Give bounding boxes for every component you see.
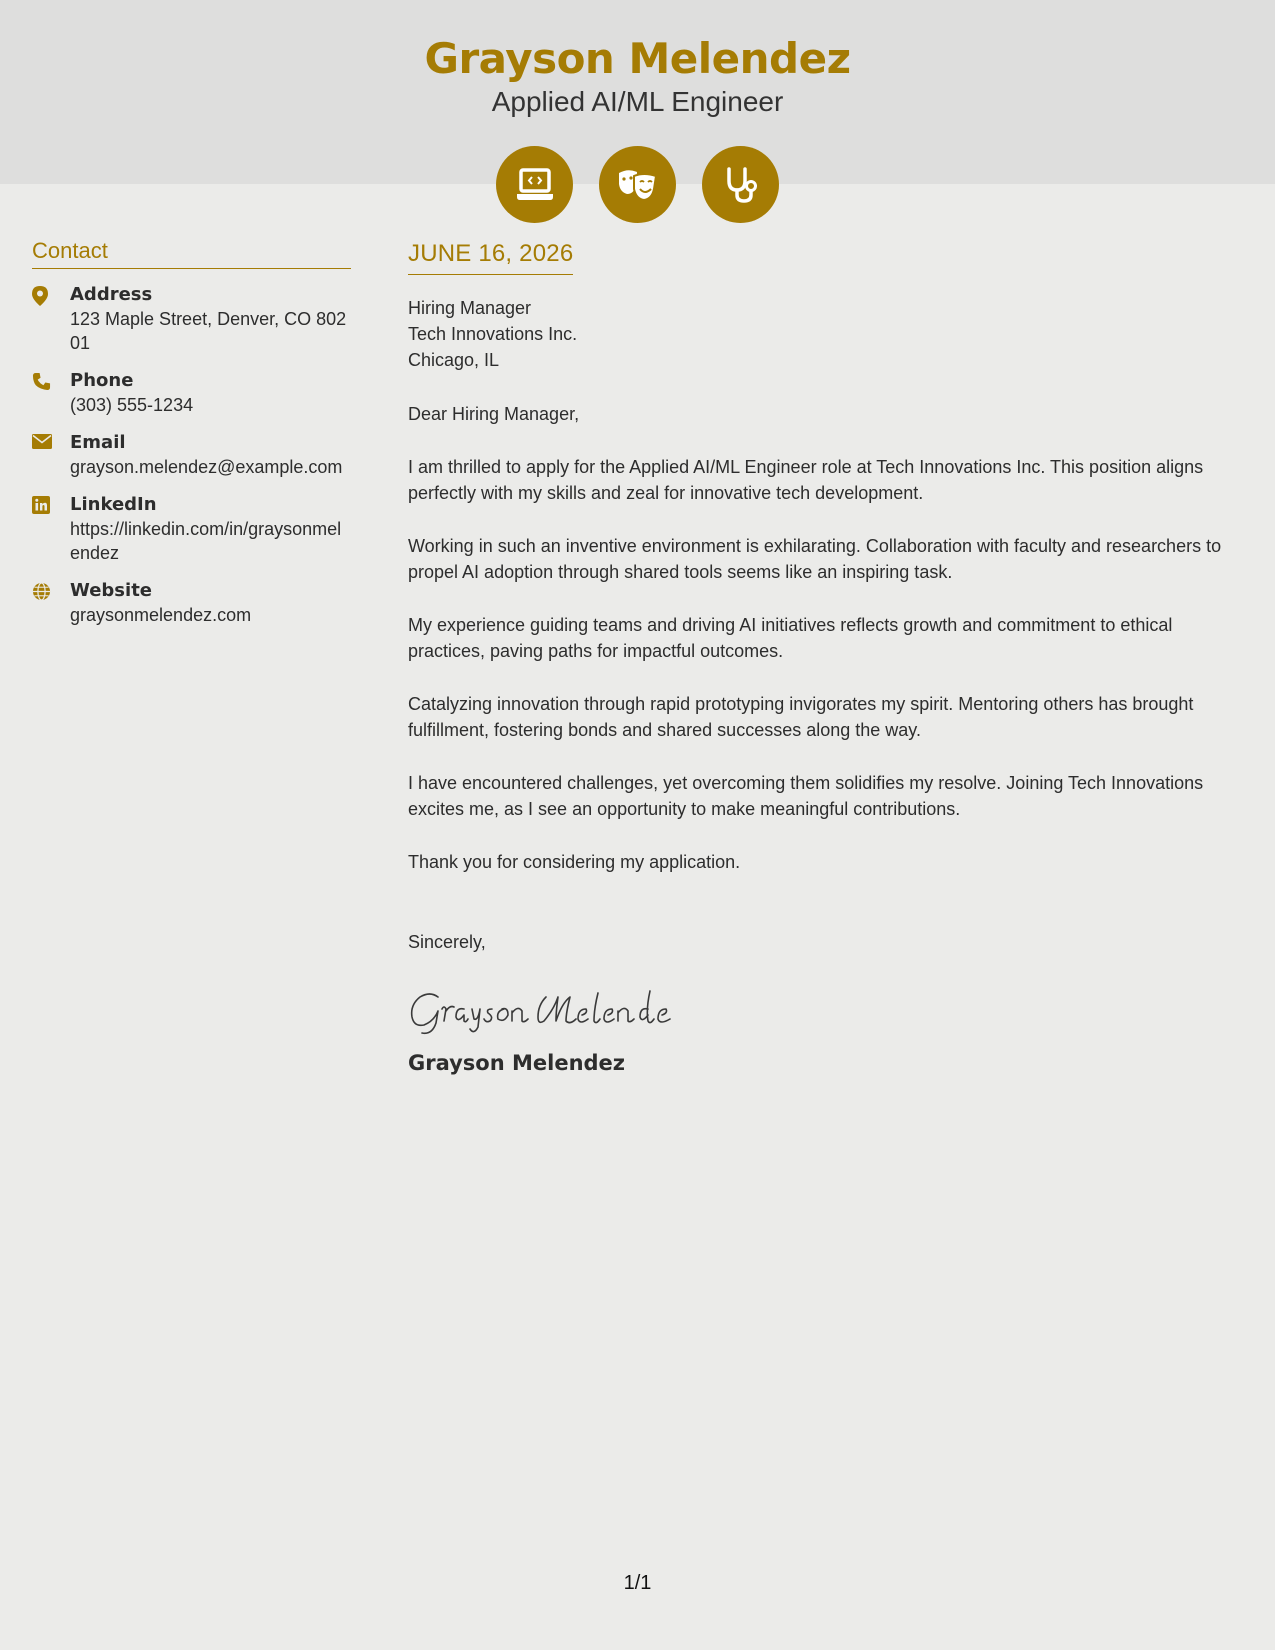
paragraph: I am thrilled to apply for the Applied AI/ML Engineer role at Tech Innovations Inc. This position aligns perfectly with my skills and zeal for innovative tech development. xyxy=(408,457,1204,503)
phone-icon xyxy=(32,372,51,391)
interest-icons xyxy=(496,146,779,223)
contact-linkedin xyxy=(32,493,351,565)
website-value[interactable]: graysonmelendez.com xyxy=(70,605,252,625)
contact-address xyxy=(32,283,351,355)
linkedin-label: LinkedIn xyxy=(70,494,157,515)
paragraph: I have encountered challenges, yet overcoming them solidifies my resolve. Joining Tech Innovations excites me, as I see an opportunity to make meaningful contributions. xyxy=(408,773,1204,819)
contact-heading: Contact xyxy=(32,238,351,269)
address-value: 123 Maple Street, Denver, CO 80201 xyxy=(70,309,347,353)
contact-website xyxy=(32,579,351,627)
address-label: Address xyxy=(70,284,153,305)
website-label: Website xyxy=(70,580,153,601)
contact-email xyxy=(32,431,351,479)
recipient-company: Tech Innovations Inc. xyxy=(408,324,578,344)
letter-date: JUNE 16, 2026 xyxy=(408,240,573,275)
globe-icon xyxy=(32,582,51,601)
envelope-icon xyxy=(32,434,52,449)
recipient-location: Chicago, IL xyxy=(408,350,500,370)
recipient-title: Hiring Manager xyxy=(408,298,532,318)
laptop-code-badge xyxy=(496,146,573,223)
candidate-name: Grayson Melendez xyxy=(424,34,851,83)
phone-value: (303) 555-1234 xyxy=(70,395,194,415)
letter-body xyxy=(408,240,1248,1075)
linkedin-value[interactable]: https://linkedin.com/in/graysonmelendez xyxy=(70,519,342,563)
contact-phone xyxy=(32,369,351,417)
laptop-code-icon xyxy=(515,167,555,203)
paragraph: Catalyzing innovation through rapid prototyping invigorates my spirit. Mentoring others has brought fulfillment, fostering bonds and shared successes along the way. xyxy=(408,694,1194,740)
theater-masks-badge xyxy=(599,146,676,223)
stethoscope-icon xyxy=(723,166,759,204)
email-label: Email xyxy=(70,432,126,453)
page-number: 1/1 xyxy=(623,1572,652,1594)
contact-sidebar xyxy=(32,238,351,627)
paragraph: My experience guiding teams and driving AI initiatives reflects growth and commitment to ethical practices, paving paths for impactful outcomes. xyxy=(408,615,1173,661)
map-pin-icon xyxy=(32,286,48,306)
handwritten-signature xyxy=(408,983,1248,1039)
linkedin-icon xyxy=(32,496,50,514)
recipient-block xyxy=(408,295,1248,373)
phone-label: Phone xyxy=(70,370,134,391)
closing: Sincerely, xyxy=(408,932,486,952)
paragraph: Thank you for considering my application. xyxy=(408,852,741,872)
email-value[interactable]: grayson.melendez@example.com xyxy=(70,457,343,477)
salutation: Dear Hiring Manager, xyxy=(408,404,580,424)
stethoscope-badge xyxy=(702,146,779,223)
job-title: Applied AI/ML Engineer xyxy=(491,86,784,117)
paragraph: Working in such an inventive environment is exhilarating. Collaboration with faculty and researchers to propel AI adoption through shared tools seems like an inspiring task. xyxy=(408,536,1222,582)
signer-name: Grayson Melendez xyxy=(408,1051,626,1075)
theater-masks-icon xyxy=(617,167,659,203)
